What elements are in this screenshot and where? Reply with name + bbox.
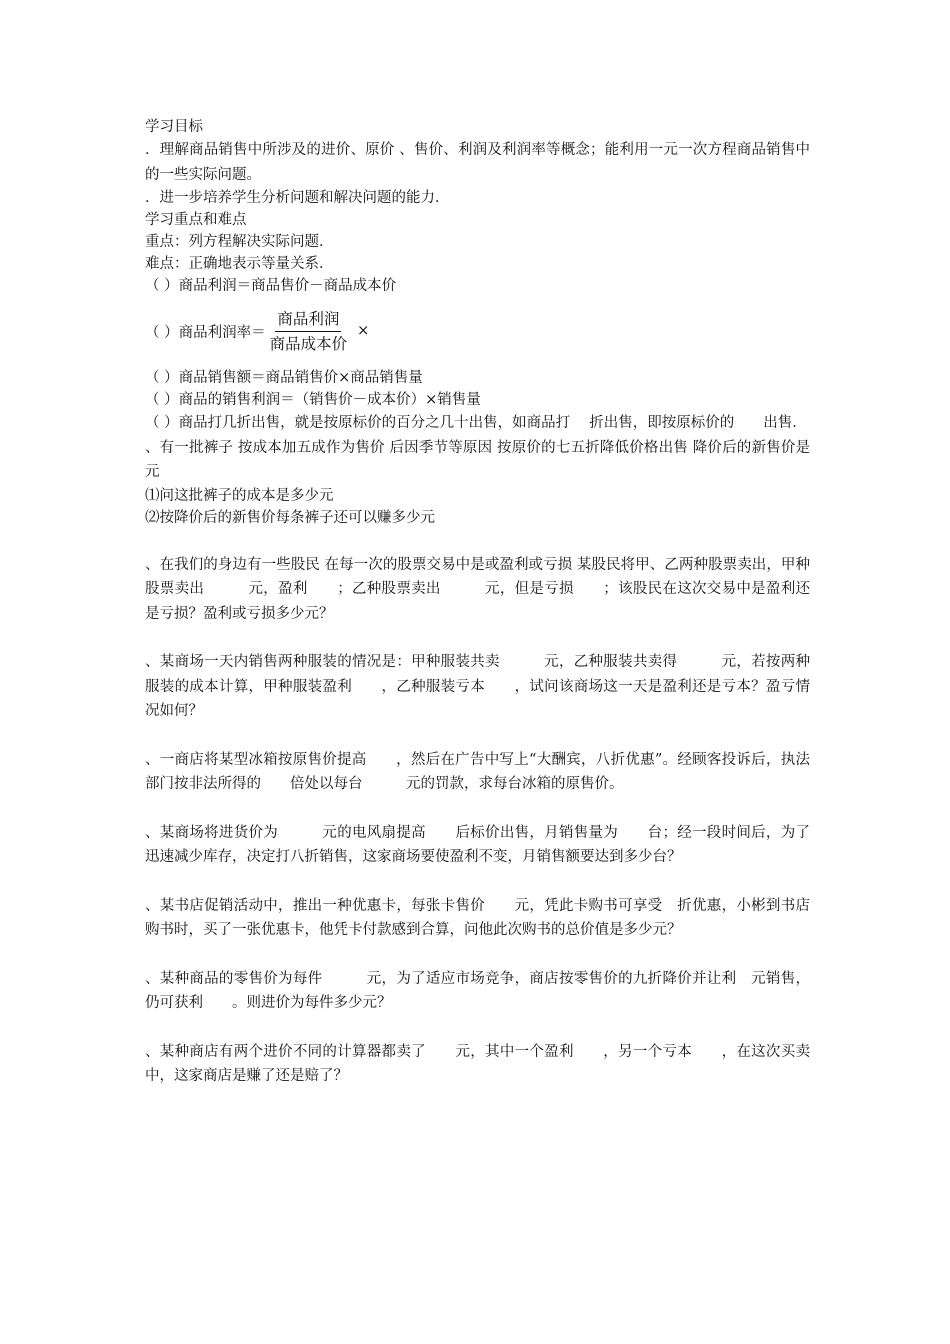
problem-7: 、某种商品的零售价为每件 元，为了适应市场竞争，商店按零售价的九折降价并让利 元销售，仍可获利 。则进价为每件多少元？ <box>145 970 810 1011</box>
document-page <box>145 116 839 1089</box>
problem-1-question-1: ⑴问这批裤子的成本是多少元 <box>145 487 334 504</box>
spacer <box>145 626 810 650</box>
objectives-heading: 学习目标 <box>145 119 203 135</box>
problem-1: 、有一批裤子 按成本加五成作为售价 后因季节等原因 按原价的七五折降低价格出售 降价后的新售价是 元 <box>145 439 839 480</box>
formula-profit-rate-label: （ ）商品利润率＝ <box>145 324 266 341</box>
difficulty-text: 难点：正确地表示等量关系． <box>145 256 334 272</box>
focus-text: 重点：列方程解决实际问题． <box>145 234 334 250</box>
formula-sales-profit: （ ）商品的销售利润＝（销售价－成本价）×销售量 <box>145 392 481 408</box>
spacer <box>145 943 810 967</box>
formula-profit-rate <box>145 301 810 361</box>
fraction <box>268 307 350 356</box>
spacer <box>145 724 810 748</box>
spacer <box>145 1016 810 1040</box>
objective-1: ．理解商品销售中所涉及的进价、原价 、售价、利润及利润率等概念；能利用一元一次方程商品销售中的一些实际问题。 <box>145 142 810 183</box>
problem-3: 、某商场一天内销售两种服装的情况是：甲种服装共卖 元，乙种服装共卖得 元，若按两种服装的成本计算，甲种服装盈利 ，乙种服装亏本 ，试问该商场这一天是盈利还是亏本？盈亏情况如何？ <box>145 654 810 719</box>
multiply-sign: × <box>357 323 370 339</box>
formula-sales-amount: （ ）商品销售额＝商品销售价×商品销售量 <box>145 370 423 386</box>
focus-heading: 学习重点和难点 <box>145 212 247 228</box>
spacer <box>145 797 810 821</box>
problem-6: 、某书店促销活动中，推出一种优惠卡，每张卡售价 元，凭此卡购书可享受 折优惠，小彬到书店购书时，买了一张优惠卡，他凭卡付款感到合算，问他此次购书的总价值是多少元？ <box>145 897 810 938</box>
formula-profit: （ ）商品利润＝商品售价－商品成本价 <box>145 278 397 294</box>
problem-5: 、某商场将进货价为 元的电风扇提高 后标价出售，月销售量为 台；经一段时间后，为了迅速减少库存，决定打八折销售，这家商场要使盈利不变，月销售额要达到多少台？ <box>145 824 810 865</box>
problem-2: 、在我们的身边有一些股民 在每一次的股票交易中是或盈利或亏损 某股民将甲、乙两种股票卖出，甲种股票卖出 元，盈利 ；乙种股票卖出 元，但是亏损 ；该股民在这次交易中是盈利还是亏损？盈利或亏损多少元？ <box>145 556 810 622</box>
formula-discount: （ ）商品打几折出售，就是按原标价的百分之几十出售，如商品打 折出售，即按原标价的 出售． <box>145 415 807 431</box>
spacer <box>145 529 810 553</box>
fraction-numerator: 商品利润 <box>275 307 341 332</box>
objective-2: ．进一步培养学生分析问题和解决问题的能力． <box>145 190 450 206</box>
fraction-denominator: 商品成本价 <box>269 334 348 353</box>
problem-1-question-2: ⑵按降价后的新售价每条裤子还可以赚多少元 <box>145 509 435 526</box>
problem-4: 、一商店将某型冰箱按原售价提高 ，然后在广告中写上“大酬宾，八折优惠”。经顾客投诉后，执法部门按非法所得的 倍处以每台 元的罚款，求每台冰箱的原售价。 <box>145 751 810 792</box>
spacer <box>145 870 810 894</box>
problem-8: 、某种商店有两个进价不同的计算器都卖了 元，其中一个盈利 ，另一个亏本 ，在这次买卖中，这家商店是赚了还是赔了？ <box>145 1043 810 1084</box>
